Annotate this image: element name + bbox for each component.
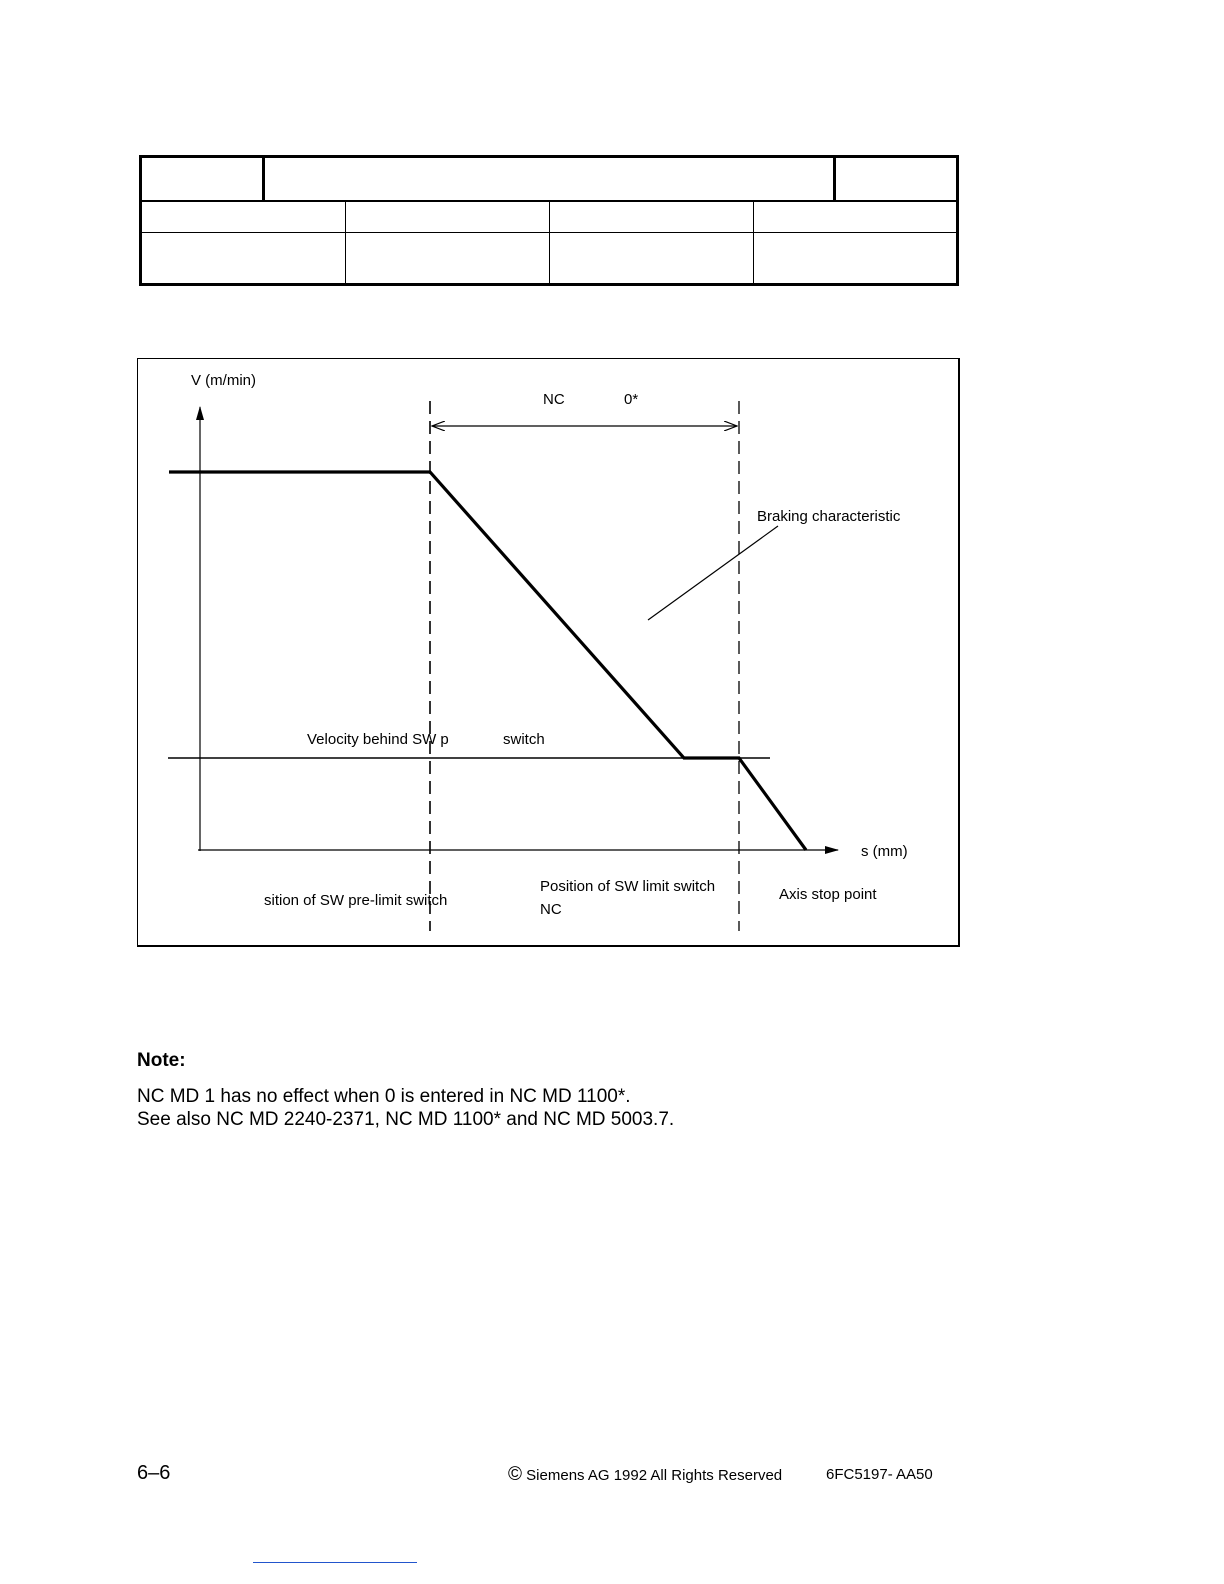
header-table-value-row bbox=[142, 233, 956, 283]
prelimit-label: sition of SW pre-limit switch bbox=[264, 892, 448, 909]
column-divider bbox=[549, 233, 550, 283]
column-divider bbox=[345, 233, 346, 283]
braking-diagram-svg bbox=[138, 359, 961, 948]
header-cell-number bbox=[142, 158, 265, 200]
copyright bbox=[508, 1464, 782, 1486]
copyright-symbol: © bbox=[508, 1464, 522, 1485]
braking-curve bbox=[169, 472, 806, 850]
header-table-title-row bbox=[142, 158, 956, 202]
column-divider bbox=[753, 233, 754, 283]
limit-label-line2: NC bbox=[540, 901, 562, 918]
stop-label: Axis stop point bbox=[779, 886, 877, 903]
y-axis-label: V (m/min) bbox=[191, 372, 256, 389]
top-label-nc: NC bbox=[543, 391, 565, 408]
braking-diagram bbox=[137, 358, 960, 947]
header-table bbox=[139, 155, 959, 286]
column-divider bbox=[345, 202, 346, 232]
top-label-md: 0* bbox=[624, 391, 639, 408]
copyright-text: Siemens AG 1992 All Rights Reserved bbox=[526, 1467, 783, 1484]
page-number: 6–6 bbox=[137, 1462, 171, 1484]
note-title: Note: bbox=[137, 1050, 186, 1071]
header-table-column-row bbox=[142, 202, 956, 233]
note-line-2: See also NC MD 2240-2371, NC MD 1100* and NC MD 5003.7. bbox=[137, 1109, 675, 1130]
header-cell-unit bbox=[833, 158, 956, 200]
document-code: 6FC5197- AA50 bbox=[826, 1466, 933, 1483]
x-axis-label: s (mm) bbox=[861, 843, 908, 860]
bottom-link-underline[interactable] bbox=[253, 1562, 417, 1563]
note-line-1: NC MD 1 has no effect when 0 is entered in NC MD 1100*. bbox=[137, 1086, 631, 1107]
velocity-label-a: Velocity behind SW p bbox=[307, 731, 449, 748]
braking-label: Braking characteristic bbox=[757, 508, 901, 525]
limit-label-line1: Position of SW limit switch bbox=[540, 878, 716, 895]
column-divider bbox=[753, 202, 754, 232]
column-divider bbox=[549, 202, 550, 232]
braking-leader-line bbox=[648, 526, 778, 620]
velocity-label-b: switch bbox=[503, 731, 545, 748]
